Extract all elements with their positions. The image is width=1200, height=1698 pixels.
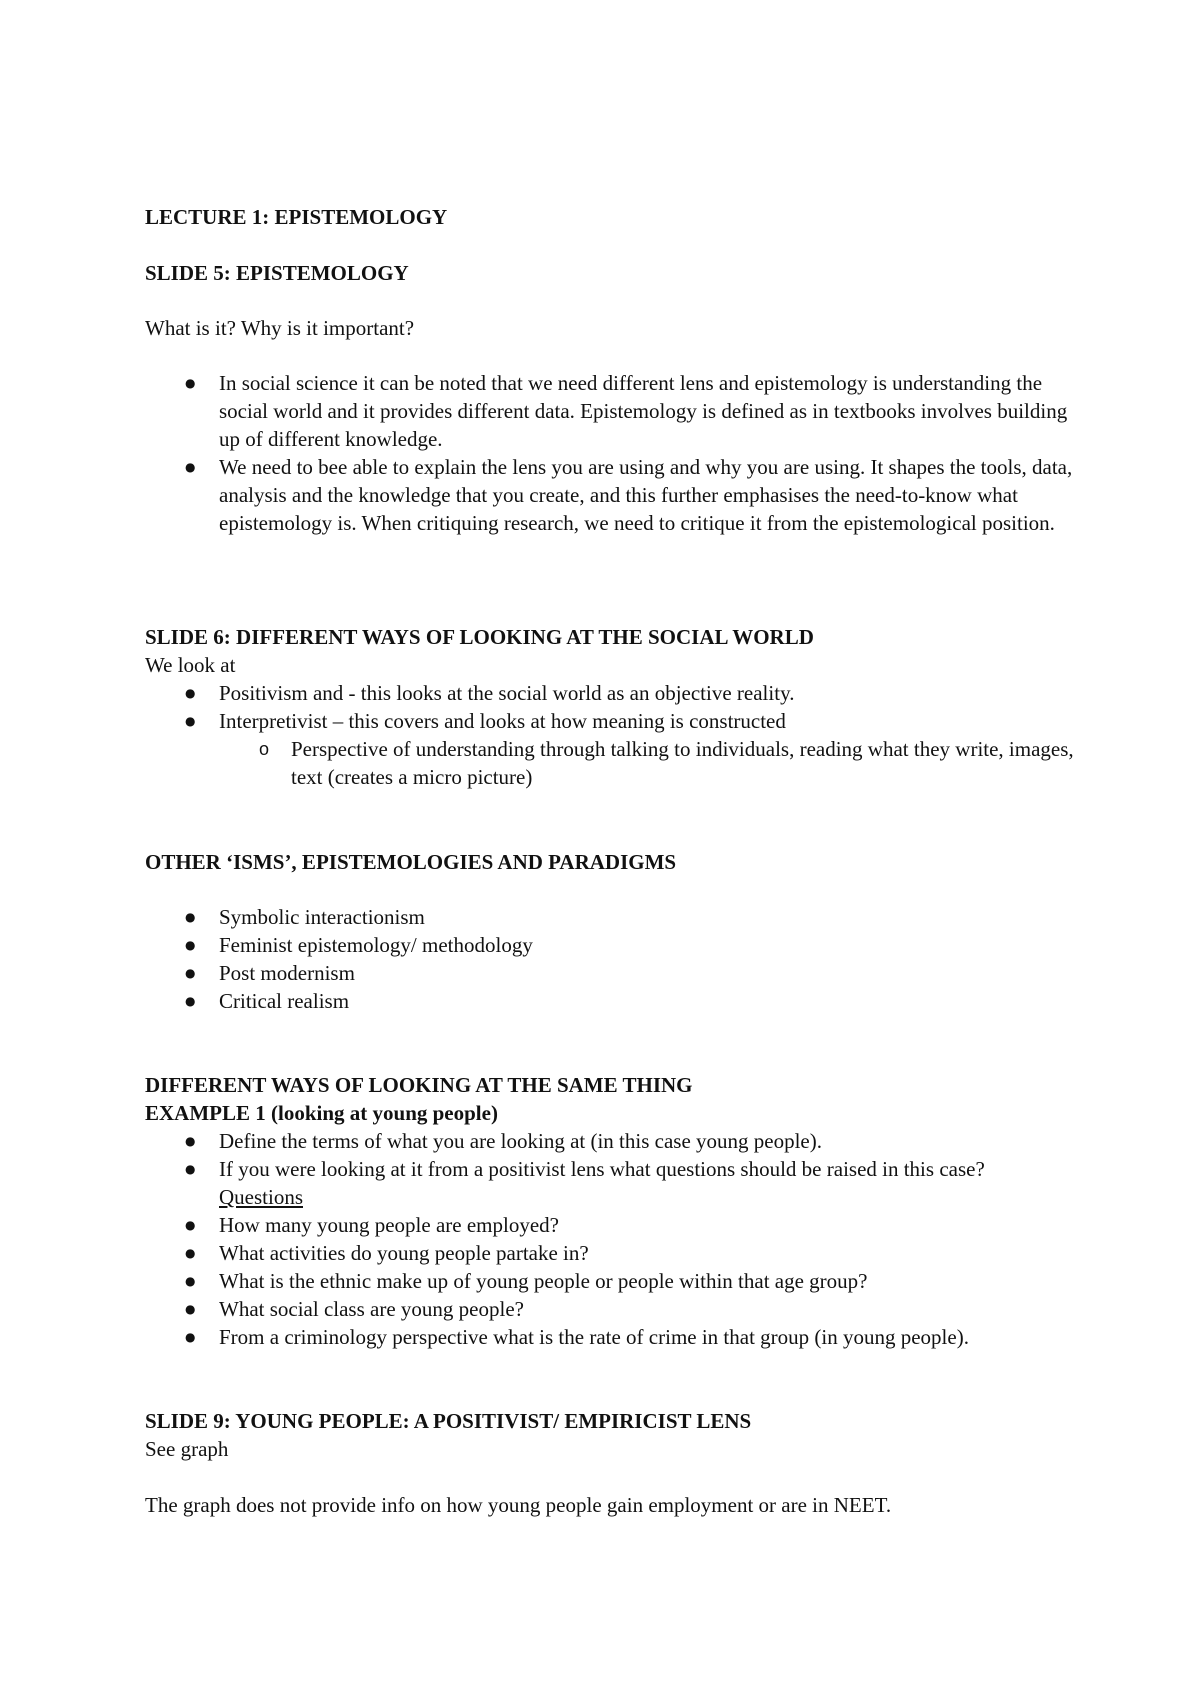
different-ways-heading: DIFFERENT WAYS OF LOOKING AT THE SAME THING [145, 1073, 693, 1097]
list-item: ● Define the terms of what you are looking at (in this case young people). [145, 1127, 1075, 1155]
slide9-line1: See graph [145, 1437, 229, 1461]
slide6-heading: SLIDE 6: DIFFERENT WAYS OF LOOKING AT THE SOCIAL WORLD [145, 625, 814, 649]
slide6-intro: We look at [145, 653, 236, 677]
list-item: ● Critical realism [145, 987, 1075, 1015]
list-item: ● What social class are young people? [145, 1295, 1075, 1323]
list-item: ● Post modernism [145, 959, 1075, 987]
list-item: ● If you were looking at it from a positivist lens what questions should be raised in this case? [145, 1155, 1075, 1183]
list-item: ● What is the ethnic make up of young people or people within that age group? [145, 1267, 1075, 1295]
slide5-section [145, 259, 1075, 537]
list-item: ● Feminist epistemology/ methodology [145, 931, 1075, 959]
slide5-question: What is it? Why is it important? [145, 316, 415, 340]
other-isms-bullet-list [145, 903, 1075, 1015]
other-isms-heading: OTHER ‘ISMS’, EPISTEMOLOGIES AND PARADIGMS [145, 850, 677, 874]
slide9-line2: The graph does not provide info on how young people gain employment or are in NEET. [145, 1493, 892, 1517]
slide6-section [145, 623, 1075, 791]
slide5-bullet-list [145, 369, 1075, 537]
list-item: ● Symbolic interactionism [145, 903, 1075, 931]
list-item: ● Positivism and - this looks at the social world as an objective reality. [145, 679, 1075, 707]
sub-list-item: o Perspective of understanding through talking to individuals, reading what they write, images, text (creates a micro picture) [145, 735, 1075, 791]
other-isms-section [145, 848, 1075, 1015]
example1-bullet-list [145, 1127, 1075, 1351]
list-item: ● What activities do young people partake in? [145, 1239, 1075, 1267]
example1-heading: EXAMPLE 1 (looking at young people) [145, 1101, 498, 1125]
slide6-bullet-list [145, 679, 1075, 791]
list-item: ● From a criminology perspective what is the rate of crime in that group (in young people). [145, 1323, 1075, 1351]
slide9-section [145, 1407, 1075, 1519]
slide5-heading: SLIDE 5: EPISTEMOLOGY [145, 261, 409, 285]
list-item: ● Interpretivist – this covers and looks at how meaning is constructed [145, 707, 1075, 735]
list-item: ● We need to bee able to explain the lens you are using and why you are using. It shapes the tools, data, analysis and the knowledge that you create, and this further emphasises the need-to-know what epistemology is. When critiquing research, we need to critique it from the epistemological position. [145, 453, 1075, 537]
list-item: ● In social science it can be noted that we need different lens and epistemology is understanding the social world and it provides different data. Epistemology is defined as in textbooks involves building up of different knowledge. [145, 369, 1075, 453]
different-ways-section [145, 1071, 1075, 1351]
questions-label-text: Questions [219, 1185, 303, 1209]
list-item: ● How many young people are employed? [145, 1211, 1075, 1239]
questions-label [145, 1183, 1075, 1211]
lecture-title: LECTURE 1: EPISTEMOLOGY [145, 205, 448, 229]
slide9-heading: SLIDE 9: YOUNG PEOPLE: A POSITIVIST/ EMPIRICIST LENS [145, 1409, 752, 1433]
lecture-title-block [145, 203, 1075, 231]
